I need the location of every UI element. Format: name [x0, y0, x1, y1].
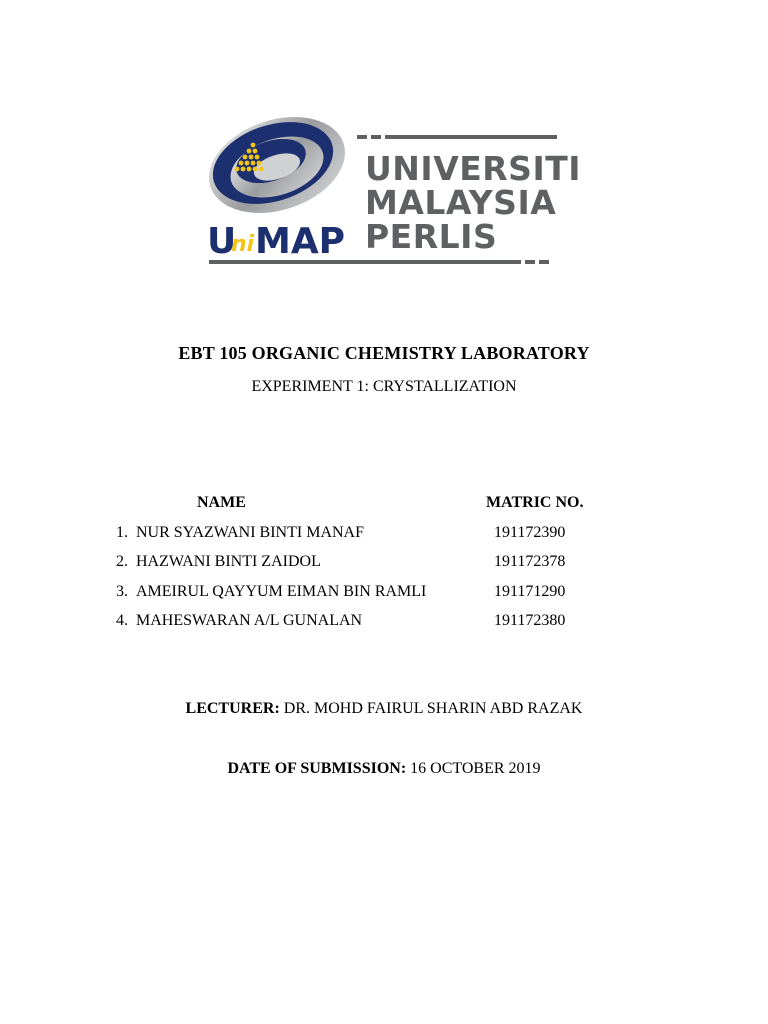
member-name: AMEIRUL QAYYUM EIMAN BIN RAMLI: [136, 583, 427, 600]
member-row: [116, 583, 616, 605]
member-name: NUR SYAZWANI BINTI MANAF: [136, 524, 364, 541]
member-row: [116, 553, 616, 575]
member-number: 2.: [116, 553, 128, 570]
svg-text:MAP: MAP: [255, 221, 346, 262]
member-name: HAZWANI BINTI ZAIDOL: [136, 553, 321, 570]
lecturer-name: DR. MOHD FAIRUL SHARIN ABD RAZAK: [283, 700, 583, 717]
university-logo: [205, 105, 582, 270]
member-number: 4.: [116, 612, 128, 629]
university-name-line-1: UNIVERSITI: [365, 149, 582, 188]
submission-date-line: [0, 760, 768, 778]
member-matric: 191172378: [494, 553, 566, 570]
name-column-header: NAME: [197, 494, 246, 511]
lecturer-line: [0, 700, 768, 718]
member-matric: 191172380: [494, 612, 566, 629]
university-name-line-3: PERLIS: [365, 217, 498, 256]
university-name-line-2: MALAYSIA: [365, 183, 557, 222]
svg-text:ni: ni: [231, 232, 255, 257]
lecturer-label: LECTURER:: [185, 700, 280, 717]
course-title: EBT 105 ORGANIC CHEMISTRY LABORATORY: [178, 343, 590, 363]
member-number: 1.: [116, 524, 128, 541]
member-row: [116, 612, 616, 634]
unimap-u-letter: U: [207, 221, 237, 262]
experiment-title: EXPERIMENT 1: CRYSTALLIZATION: [251, 378, 517, 395]
member-matric: 191171290: [494, 583, 566, 600]
member-matric: 191172390: [494, 524, 566, 541]
submission-label: DATE OF SUBMISSION:: [227, 760, 407, 777]
submission-date: 16 OCTOBER 2019: [410, 760, 541, 777]
matric-column-header: MATRIC NO.: [486, 494, 584, 511]
member-name: MAHESWARAN A/L GUNALAN: [136, 612, 363, 629]
member-row: [116, 524, 616, 546]
member-number: 3.: [116, 583, 128, 600]
